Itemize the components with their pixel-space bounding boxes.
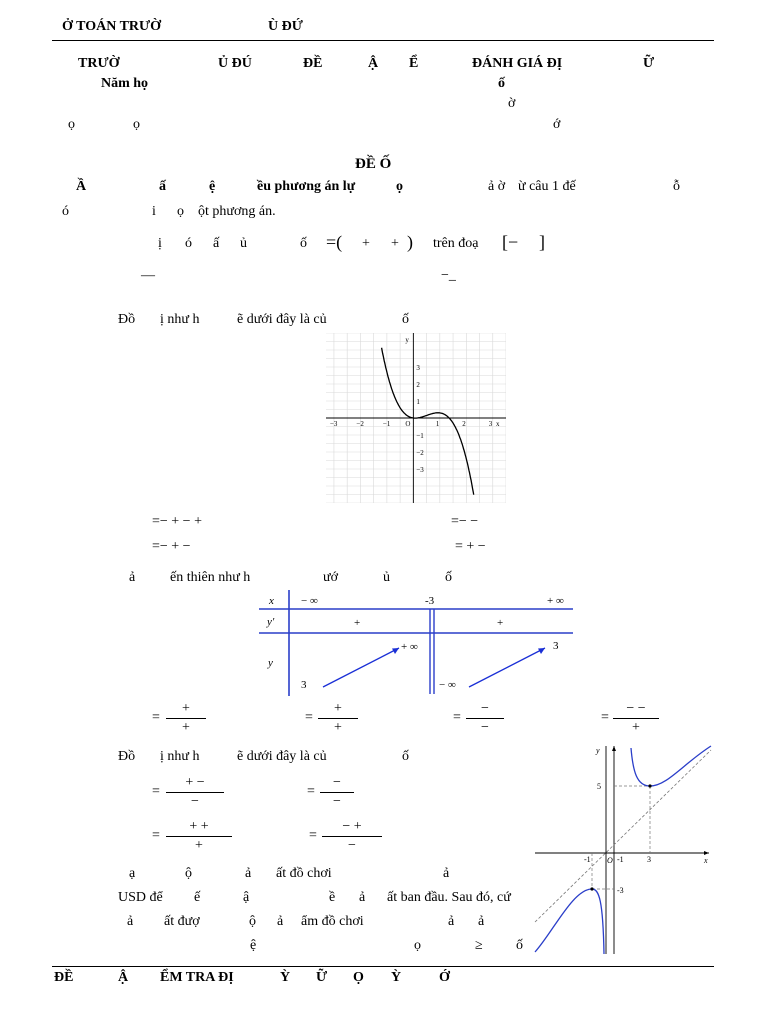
q5-text: USD để — [118, 890, 163, 905]
denominator: + — [195, 838, 203, 853]
numerator: + + — [189, 819, 209, 834]
y-axis-arrow — [612, 746, 616, 751]
x-tick-label: 2 — [462, 420, 466, 428]
q1-text: trên đoạ — [433, 236, 479, 251]
numerator: − − — [626, 701, 646, 716]
label-minus-3: -3 — [617, 886, 624, 895]
q4-option-c-fraction — [166, 819, 232, 854]
footer-text: ỂM TRA ĐỊ — [160, 970, 234, 985]
q3-option-d: = — [601, 710, 609, 725]
q2-text: ẽ dưới đây là củ — [237, 312, 327, 327]
sign-left: + — [354, 617, 361, 629]
graph-ticks — [330, 336, 500, 474]
rational-graph — [533, 742, 713, 957]
q4-text: ị như h — [160, 749, 200, 764]
increase-arrow — [469, 648, 545, 687]
increase-arrow — [323, 648, 399, 687]
q1-formula: =( — [326, 232, 343, 252]
q3-text: ố — [445, 570, 452, 585]
numerator: + − — [185, 775, 205, 790]
q1-formula: ) — [407, 232, 413, 252]
title-text: TRƯỜ — [78, 56, 120, 71]
footer-text: Ỳ — [280, 970, 291, 985]
numerator: − — [333, 775, 341, 790]
variation-table — [259, 590, 574, 696]
label-minus-1: -1 — [584, 855, 591, 864]
x-axis-arrow — [704, 851, 709, 855]
title-text: ĐỀ — [303, 56, 323, 71]
y-right-end: 3 — [553, 640, 559, 652]
q3-option-a-fraction — [166, 701, 206, 736]
row-label-yprime: y′ — [267, 616, 275, 628]
denominator: − — [348, 838, 356, 853]
curve-left-branch — [535, 889, 604, 954]
q1-interval: ] — [539, 232, 545, 252]
origin-label: O — [607, 856, 613, 865]
q5-text: ất ban đầu. Sau đó, cứ — [387, 890, 511, 905]
q1-text: ấ — [213, 236, 220, 251]
y-tick-label: −2 — [416, 449, 424, 457]
denominator: + — [334, 720, 342, 735]
q5-text: ố — [516, 938, 523, 953]
q2-option-b: =− − — [451, 514, 479, 529]
q3-option-c-fraction — [466, 701, 504, 736]
q3-option-b: = — [305, 710, 313, 725]
q1-interval: [− — [502, 232, 519, 252]
oblique-asymptote — [535, 750, 711, 922]
row-label-x: x — [269, 595, 274, 607]
instruction-text: ọ — [396, 179, 403, 194]
instruction-text: ột phương án. — [198, 204, 276, 219]
function-curve — [382, 348, 474, 495]
q5-text: ất đồ chơi — [276, 866, 332, 881]
q4-text: ẽ dưới đây là củ — [237, 749, 327, 764]
origin-label: O — [405, 420, 411, 428]
cubic-graph — [326, 333, 506, 503]
footer-rule — [52, 966, 714, 967]
y-right-start: − ∞ — [439, 679, 456, 691]
numerator: − + — [342, 819, 362, 834]
label-minus-1: -1 — [617, 855, 624, 864]
y-left-start: 3 — [301, 679, 307, 691]
header-right: Ù ĐỨ — [268, 19, 303, 34]
x-tick-label: −3 — [329, 420, 338, 428]
x-tick-label: −2 — [356, 420, 364, 428]
instruction-text: ều phương án lự — [257, 179, 356, 194]
sign-right: + — [497, 617, 504, 629]
x-axis-label: x — [704, 856, 708, 865]
y-axis-label: y — [405, 336, 409, 344]
x-axis-label: x — [496, 420, 500, 428]
q5-text: ộ — [185, 866, 192, 881]
footer-text: Ọ — [353, 970, 364, 985]
q2-option-d: = + − — [455, 539, 486, 554]
title-text: Ậ — [368, 56, 379, 71]
q5-inequality: ≥ — [475, 938, 483, 953]
title-text: ọ — [133, 117, 140, 132]
numerator: + — [182, 701, 190, 716]
instruction-text: ó — [62, 204, 69, 219]
x-left: − ∞ — [301, 595, 318, 607]
q5-text: ả — [443, 866, 450, 881]
q5-text: ả — [245, 866, 252, 881]
q5-text: ả — [359, 890, 366, 905]
q4-text: ố — [402, 749, 409, 764]
q1-formula: + — [362, 236, 370, 251]
q2-text: ị như h — [160, 312, 200, 327]
header-rule — [52, 40, 714, 41]
title-text: ố — [498, 76, 505, 91]
q1-text: ó — [185, 236, 192, 251]
q3-text: ủ — [383, 570, 390, 585]
title-text: ờ — [508, 96, 516, 111]
q3-option-c: = — [453, 710, 461, 725]
q2-option-c: =− + − — [152, 539, 191, 554]
q1-option-a: — — [141, 268, 155, 283]
instruction-text: ệ — [209, 179, 216, 194]
footer-text: Ữ — [316, 970, 328, 985]
q5-text: ả — [127, 914, 134, 929]
denominator: + — [182, 720, 190, 735]
y-tick-label: 3 — [416, 364, 420, 372]
x-tick-label: −1 — [382, 420, 391, 428]
row-label-y: y — [268, 657, 273, 669]
q5-text: ả — [478, 914, 485, 929]
q1-option-b: −_ — [441, 268, 456, 283]
title-text: ớ — [553, 117, 561, 132]
footer-text: Ỳ — [391, 970, 402, 985]
denominator: + — [632, 720, 640, 735]
numerator: + — [334, 701, 342, 716]
x-mid: -3 — [425, 595, 435, 607]
q1-text: ố — [300, 236, 307, 251]
q4-option-d: = — [309, 828, 317, 843]
x-tick-label: 1 — [435, 420, 440, 428]
y-tick-label: −1 — [416, 432, 424, 440]
numerator: − — [481, 701, 489, 716]
extremum-point — [590, 887, 593, 890]
part-heading: ĐỀ Ố — [355, 156, 392, 172]
label-5: 5 — [597, 782, 601, 791]
title-text: Ể — [409, 56, 419, 71]
q5-text: ộ — [249, 914, 256, 929]
denominator: − — [333, 794, 341, 809]
instruction-text: ả ờ — [488, 179, 506, 194]
title-text: ọ — [68, 117, 75, 132]
q5-text: ọ — [414, 938, 421, 953]
q3-option-d-fraction — [613, 701, 659, 736]
q5-text: ả — [277, 914, 284, 929]
y-axis-label: y — [596, 746, 600, 755]
q4-text: Đồ — [118, 749, 136, 764]
extremum-point — [648, 784, 651, 787]
q1-text: ủ — [240, 236, 247, 251]
y-tick-label: −3 — [416, 466, 424, 474]
q2-text: ố — [402, 312, 409, 327]
denominator: − — [481, 720, 489, 735]
instruction-text: ấ — [159, 179, 166, 194]
instruction-text: Ầ — [76, 179, 87, 194]
instruction-text: ỗ — [673, 179, 680, 194]
instruction-text: i — [152, 204, 156, 219]
q3-text: ả — [129, 570, 136, 585]
denominator: − — [191, 794, 199, 809]
footer-text: Ậ — [118, 970, 129, 985]
q5-text: ạ — [129, 866, 136, 881]
q4-option-a-fraction — [166, 775, 224, 810]
footer-text: ĐỀ — [54, 970, 74, 985]
q5-text: ế — [194, 890, 201, 905]
q3-text: ướ — [323, 570, 338, 585]
q5-text: ậ — [243, 890, 250, 905]
instruction-text: ừ câu 1 đế — [518, 179, 576, 194]
q3-option-b-fraction — [318, 701, 358, 736]
q4-option-a: = — [152, 784, 160, 799]
q5-text: ả — [448, 914, 455, 929]
footer-text: Ớ — [439, 970, 450, 985]
q4-option-c: = — [152, 828, 160, 843]
q5-text: ẩm đồ chơi — [301, 914, 364, 929]
y-left-end: + ∞ — [401, 641, 418, 653]
y-tick-label: 2 — [416, 381, 420, 389]
q3-option-a: = — [152, 710, 160, 725]
header-left: Ở TOÁN TRƯỜ — [62, 19, 162, 34]
q5-text: ệ — [250, 938, 257, 953]
title-text: ĐÁNH GIÁ ĐỊ — [472, 56, 563, 71]
curve-right-branch — [631, 746, 711, 786]
q5-text: ất đượ — [164, 914, 200, 929]
q1-text: ị — [158, 236, 162, 251]
x-right: + ∞ — [547, 595, 564, 607]
q4-option-b: = — [307, 784, 315, 799]
q3-text: ến thiên như h — [170, 570, 251, 585]
q4-option-b-fraction — [320, 775, 354, 810]
q4-option-d-fraction — [322, 819, 382, 854]
q1-formula: + — [391, 236, 399, 251]
instruction-text: ọ — [177, 204, 184, 219]
y-tick-label: 1 — [416, 398, 420, 406]
q5-text: ề — [329, 890, 336, 905]
label-3: 3 — [647, 855, 651, 864]
q2-option-a: =− + − + — [152, 514, 202, 529]
title-text: Ữ — [643, 56, 655, 71]
x-tick-label: 3 — [488, 420, 493, 428]
q2-text: Đồ — [118, 312, 136, 327]
school-year: Năm họ — [101, 76, 149, 91]
title-text: Ủ ĐÚ — [218, 56, 252, 71]
